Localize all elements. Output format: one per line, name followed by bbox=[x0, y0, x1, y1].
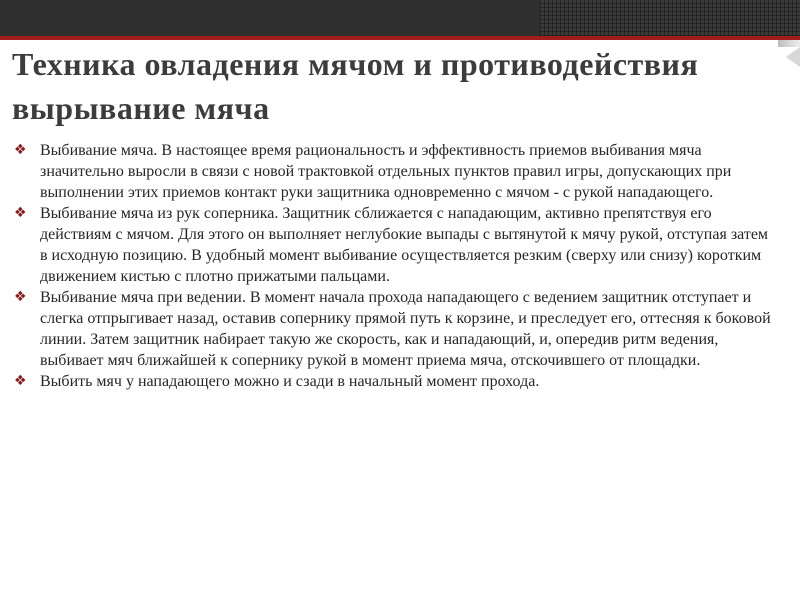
list-item bbox=[14, 140, 774, 203]
right-edge-arrow-icon bbox=[786, 47, 800, 67]
bullet-list bbox=[14, 140, 774, 392]
right-edge-strip bbox=[778, 40, 800, 47]
list-item bbox=[14, 203, 774, 287]
list-item-text: Выбить мяч у нападающего можно и сзади в начальный момент прохода. bbox=[40, 373, 540, 390]
diamond-bullet-icon: ❖ bbox=[14, 205, 27, 221]
diamond-bullet-icon: ❖ bbox=[14, 373, 27, 389]
top-grid-pattern bbox=[540, 0, 800, 36]
top-decorative-bar bbox=[0, 0, 800, 36]
accent-line bbox=[0, 36, 800, 40]
list-item-text: Выбивание мяча при ведении. В момент начала прохода нападающего с ведением защитник отступает и слегка отпрыгивает назад, оставив сопернику прямой путь к корзине, и преследует его, оттесняя к боковой линии. Затем защитник набирает такую же скорость, как и нападающий, и, опередив ритм ведения, выбивает мяч ближайшей к сопернику рукой в момент приема мяча, отскочившего от площадки. bbox=[40, 289, 771, 369]
right-edge-decoration bbox=[778, 40, 800, 70]
slide-title: Техника овладения мячом и противодействия вырывание мяча bbox=[12, 46, 699, 126]
diamond-bullet-icon: ❖ bbox=[14, 142, 27, 158]
diamond-bullet-icon: ❖ bbox=[14, 289, 27, 305]
list-item-text: Выбивание мяча. В настоящее время рациональность и эффективность приемов выбивания мяча значительно выросли в связи с новой трактовкой отдельных пунктов правил игры, допускающих при выполнении этих приемов контакт руки защитника одновременно с мячом - с рукой нападающего. bbox=[40, 142, 732, 201]
list-item-text: Выбивание мяча из рук соперника. Защитник сближается с нападающим, активно препятствуя его действиям с мячом. Для этого он выполняет неглубокие выпады с вытянутой к мячу рукой, отступая затем в исходную позицию. В удобный момент выбивание осуществляется резким (сверху или снизу) коротким движением кистью с плотно прижатыми пальцами. bbox=[40, 205, 769, 285]
list-item bbox=[14, 287, 774, 371]
list-item bbox=[14, 371, 774, 392]
